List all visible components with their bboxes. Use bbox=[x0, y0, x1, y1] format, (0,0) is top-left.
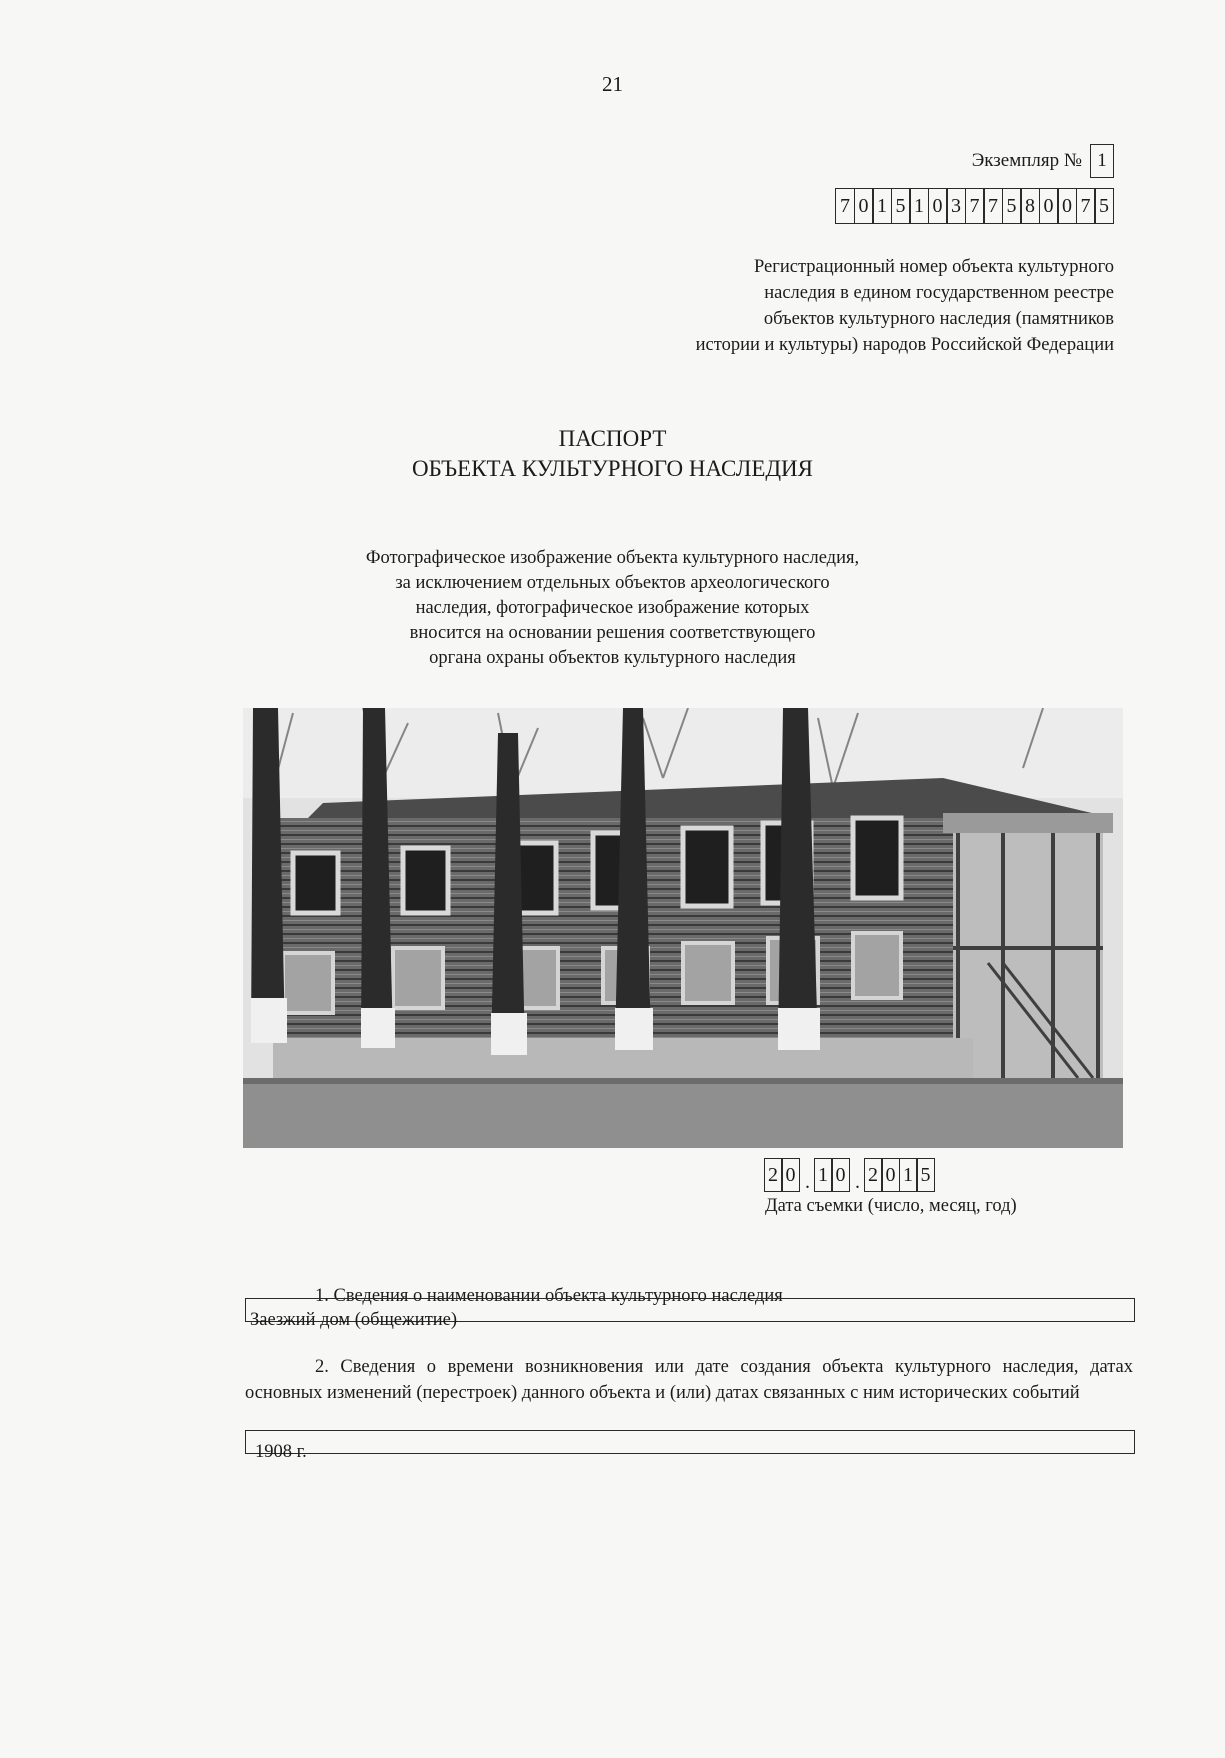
reg-digit: 0 bbox=[928, 188, 948, 224]
registration-caption-line: истории и культуры) народов Российской Федерации bbox=[695, 335, 1114, 355]
reg-digit: 5 bbox=[891, 188, 911, 224]
section-1-heading: 1. Сведения о наименовании объекта культурного наследия bbox=[315, 1286, 783, 1306]
registration-caption-line: объектов культурного наследия (памятников bbox=[763, 309, 1114, 329]
date-year-digit: 2 bbox=[864, 1158, 883, 1192]
reg-digit: 5 bbox=[1002, 188, 1022, 224]
copy-label: Экземпляр № bbox=[971, 150, 1082, 171]
section-2-heading: 2. Сведения о времени возникновения или дате создания объекта культурного наследия, датах основных изменений (перестроек) данного объекта и (или) датах связанных с ним исторических событий bbox=[245, 1357, 1133, 1403]
reg-digit: 7 bbox=[1076, 188, 1096, 224]
building-photo bbox=[243, 708, 1123, 1148]
photo-caption-line: за исключением отдельных объектов археологического bbox=[395, 573, 830, 593]
date-separator: . bbox=[855, 1171, 860, 1193]
page-number: 21 bbox=[602, 72, 623, 96]
photo-caption-line: наследия, фотографическое изображение которых bbox=[415, 598, 810, 618]
section-1-value: Заезжий дом (общежитие) bbox=[250, 1310, 458, 1330]
photo-caption-line: органа охраны объектов культурного наследия bbox=[429, 648, 796, 668]
reg-digit: 1 bbox=[909, 188, 929, 224]
photo-caption-line: Фотографическое изображение объекта культурного наследия, bbox=[365, 548, 860, 568]
reg-digit: 3 bbox=[946, 188, 966, 224]
reg-digit: 7 bbox=[965, 188, 985, 224]
registration-caption-line: Регистрационный номер объекта культурного bbox=[754, 257, 1114, 277]
reg-digit: 0 bbox=[1039, 188, 1059, 224]
date-year-digit: 1 bbox=[899, 1158, 918, 1192]
copy-number-row bbox=[972, 144, 1114, 178]
reg-digit: 0 bbox=[854, 188, 874, 224]
photo-caption bbox=[0, 546, 1225, 671]
section-2-value: 1908 г. bbox=[255, 1442, 307, 1462]
registration-caption bbox=[696, 254, 1114, 358]
reg-digit: 0 bbox=[1057, 188, 1077, 224]
photo-caption-line: вносится на основании решения соответствующего bbox=[409, 623, 816, 643]
date-day-digit: 0 bbox=[781, 1158, 800, 1192]
date-month-digit: 0 bbox=[831, 1158, 850, 1192]
reg-digit: 7 bbox=[983, 188, 1003, 224]
date-separator: . bbox=[805, 1171, 810, 1193]
title-line: ПАСПОРТ bbox=[558, 426, 667, 451]
date-year-digit: 5 bbox=[916, 1158, 935, 1192]
reg-digit: 1 bbox=[872, 188, 892, 224]
document-title bbox=[0, 424, 1225, 484]
title-line: ОБЪЕКТА КУЛЬТУРНОГО НАСЛЕДИЯ bbox=[411, 456, 814, 481]
reg-digit: 7 bbox=[835, 188, 855, 224]
date-month-digit: 1 bbox=[814, 1158, 833, 1192]
reg-digit: 8 bbox=[1020, 188, 1040, 224]
reg-digit: 5 bbox=[1094, 188, 1114, 224]
copy-number-box: 1 bbox=[1090, 144, 1114, 178]
registration-caption-line: наследия в едином государственном реестре bbox=[764, 283, 1114, 303]
date-day-digit: 2 bbox=[764, 1158, 783, 1192]
registration-number-boxes bbox=[837, 188, 1115, 224]
date-year-digit: 0 bbox=[881, 1158, 900, 1192]
photo-date-caption: Дата съемки (число, месяц, год) bbox=[765, 1196, 1017, 1216]
section-2-frame bbox=[245, 1430, 1135, 1454]
photo-date-boxes bbox=[765, 1158, 935, 1192]
